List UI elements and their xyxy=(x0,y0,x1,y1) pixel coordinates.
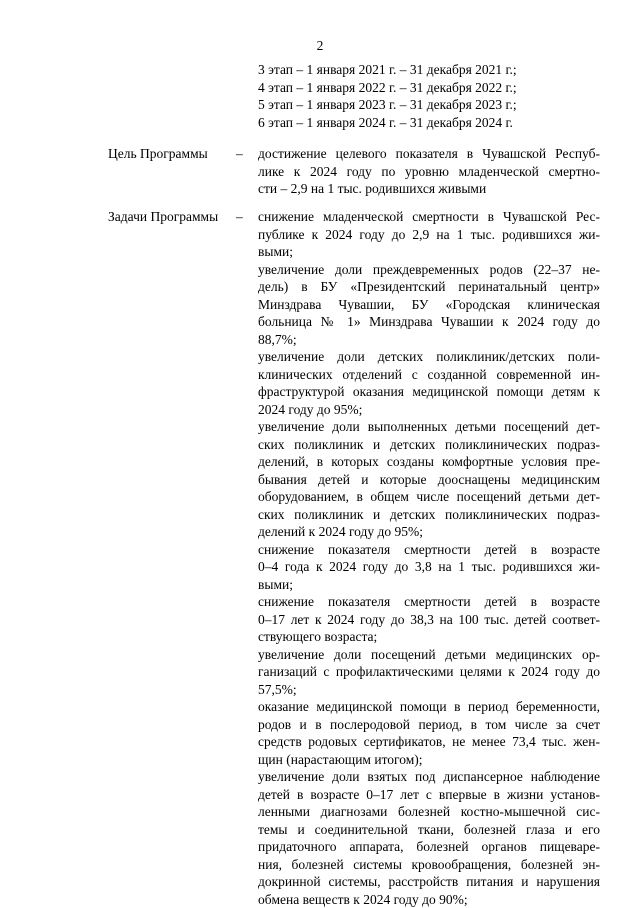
task-line: клинических отделений с созданной современной ин- xyxy=(258,366,600,384)
task-line: увеличение доли преждевременных родов (22–37 не- xyxy=(258,261,600,279)
task-line: увеличение доли посещений детьми медицинских ор- xyxy=(258,646,600,664)
task-line: выми; xyxy=(258,243,600,261)
task-line: снижение показателя смертности детей в возрасте xyxy=(258,593,600,611)
task-line: делений, в которых созданы комфортные условия пре- xyxy=(258,453,600,471)
task-line: щин (нарастающим итогом); xyxy=(258,751,600,769)
task-line: 0–4 года к 2024 году до 3,8 на 1 тыс. родившихся жи- xyxy=(258,558,600,576)
stage-line: 5 этап – 1 января 2023 г. – 31 декабря 2023 г.; xyxy=(258,96,600,114)
task-line: больница № 1» Минздрава Чувашии к 2024 году до xyxy=(258,313,600,331)
task-line: делений к 2024 году до 95%; xyxy=(258,523,600,541)
task-line: придаточного аппарата, болезней органов пищеваре- xyxy=(258,838,600,856)
task-line: ских поликлиник и детских поликлинических подраз- xyxy=(258,436,600,454)
page-number: 2 xyxy=(0,38,640,54)
task-line: оказание медицинской помощи в период беременности, xyxy=(258,698,600,716)
task-line: средств родовых сертификатов, не менее 73,4 тыс. жен- xyxy=(258,733,600,751)
task-line: снижение младенческой смертности в Чувашской Рес- xyxy=(258,208,600,226)
goal-label: Цель Программы xyxy=(108,145,208,163)
task-line: 0–17 лет к 2024 году до 38,3 на 100 тыс. детей соответ- xyxy=(258,611,600,629)
task-line: 57,5%; xyxy=(258,681,600,699)
task-line: Минздрава Чувашии, БУ «Городская клиническая xyxy=(258,296,600,314)
goal-line: достижение целевого показателя в Чувашской Респуб- xyxy=(258,145,600,163)
stage-line: 4 этап – 1 января 2022 г. – 31 декабря 2022 г.; xyxy=(258,79,600,97)
task-line: докринной системы, расстройств питания и нарушения xyxy=(258,873,600,891)
goal-line: сти – 2,9 на 1 тыс. родившихся живыми xyxy=(258,180,600,198)
task-line: ских поликлиник и детских поликлинических подраз- xyxy=(258,506,600,524)
tasks-label: Задачи Программы xyxy=(108,208,218,226)
task-line: 88,7%; xyxy=(258,331,600,349)
goal-line: лике к 2024 году по уровню младенческой смертно- xyxy=(258,163,600,181)
task-line: оборудованием, в общем числе посещений детьми дет- xyxy=(258,488,600,506)
task-line: бывания детей и которые дооснащены медицинским xyxy=(258,471,600,489)
task-line: снижение показателя смертности детей в возрасте xyxy=(258,541,600,559)
task-line: обмена веществ к 2024 году до 90%; xyxy=(258,891,600,908)
stages-list xyxy=(258,61,600,131)
task-line: увеличение доли выполненных детьми посещений дет- xyxy=(258,418,600,436)
tasks-dash: – xyxy=(236,208,243,226)
goal-dash: – xyxy=(236,145,243,163)
task-line: родов и в послеродовой период, в том числе за счет xyxy=(258,716,600,734)
task-line: ния, болезней системы кровообращения, болезней эн- xyxy=(258,856,600,874)
task-line: публике к 2024 году до 2,9 на 1 тыс. родившихся жи- xyxy=(258,226,600,244)
tasks-text xyxy=(258,208,600,908)
stage-line: 6 этап – 1 января 2024 г. – 31 декабря 2024 г. xyxy=(258,114,600,132)
task-line: фраструктурой оказания медицинской помощи детям к xyxy=(258,383,600,401)
goal-text xyxy=(258,145,600,198)
task-line: ганизаций с профилактическими целями к 2024 году до xyxy=(258,663,600,681)
task-line: детей в возрасте 0–17 лет с впервые в жизни установ- xyxy=(258,786,600,804)
task-line: увеличение доли взятых под диспансерное наблюдение xyxy=(258,768,600,786)
task-line: дель) в БУ «Президентский перинатальный центр» xyxy=(258,278,600,296)
task-line: ствующего возраста; xyxy=(258,628,600,646)
task-line: выми; xyxy=(258,576,600,594)
task-line: ленными диагнозами болезней костно-мышечной сис- xyxy=(258,803,600,821)
task-line: увеличение доли детских поликлиник/детских поли- xyxy=(258,348,600,366)
stage-line: 3 этап – 1 января 2021 г. – 31 декабря 2021 г.; xyxy=(258,61,600,79)
task-line: темы и соединительной ткани, болезней глаза и его xyxy=(258,821,600,839)
task-line: 2024 году до 95%; xyxy=(258,401,600,419)
